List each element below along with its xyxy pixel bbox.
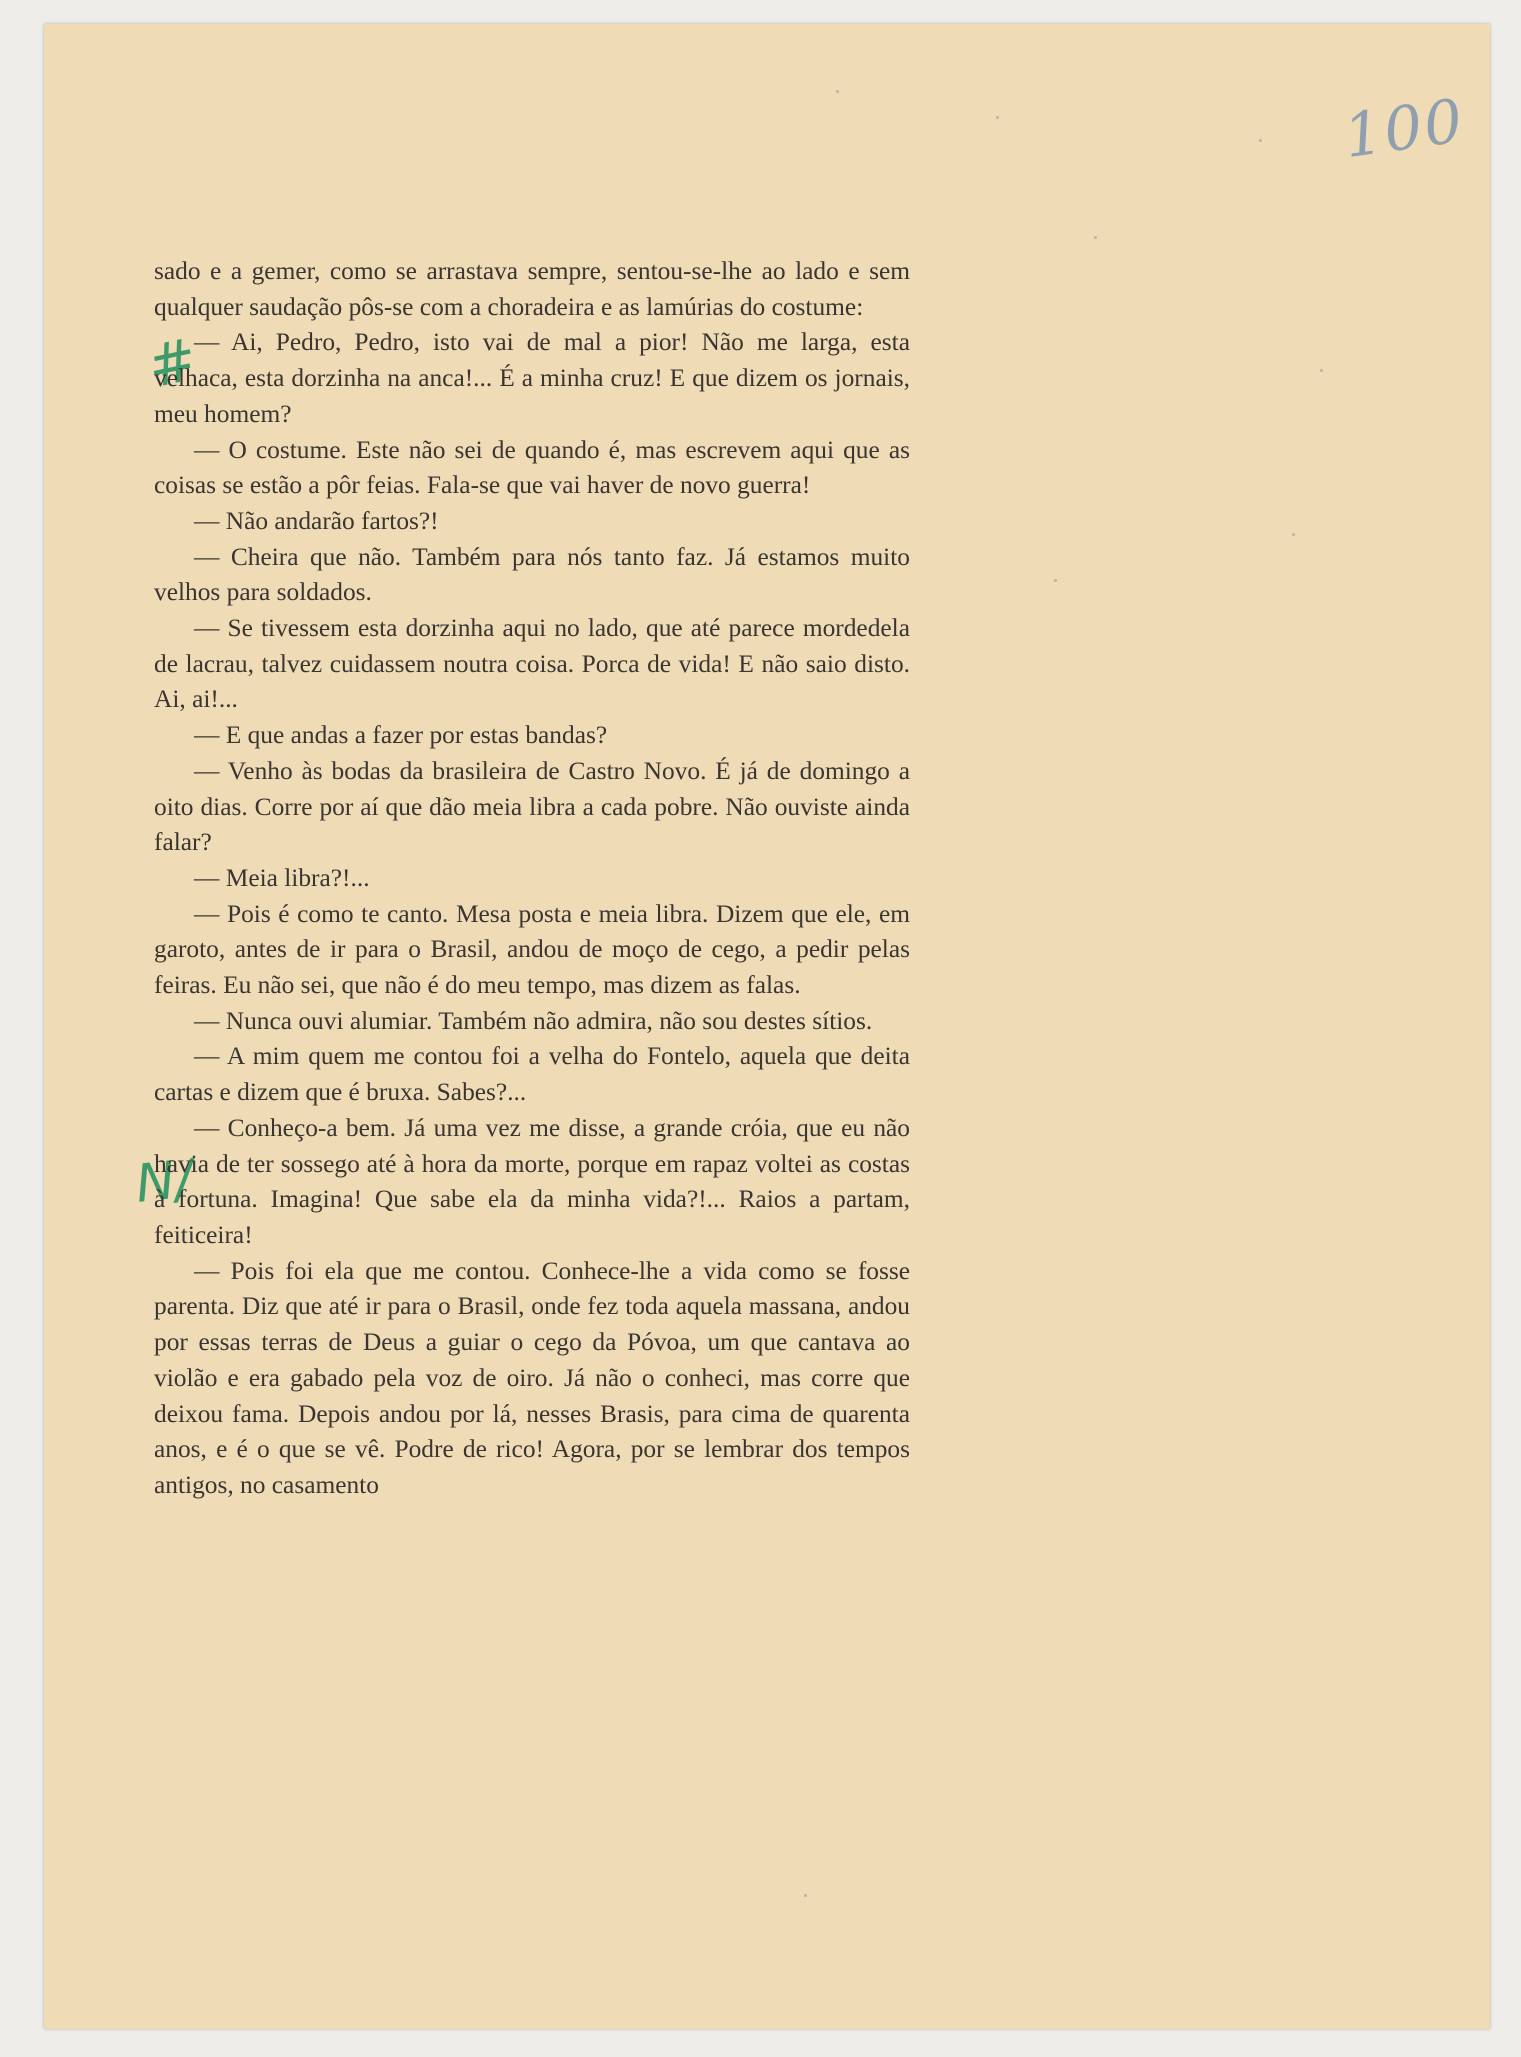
paper-speck bbox=[1292, 533, 1295, 536]
paper-speck bbox=[996, 116, 999, 119]
margin-nl-mark: N/ bbox=[133, 1149, 196, 1215]
text-paragraph: — Pois foi ela que me contou. Conhece-lhe a vida como se fosse parenta. Diz que até ir para o Brasil, onde fez toda aquela massana, andou por essas terras de Deus a guiar o cego da Póvoa, um que cantava ao violão e era gabado pela voz de oiro. Já não o conheci, mas corre que deixou fama. Depois andou por lá, nesses Brasis, para cima de quarenta anos, e é o que se vê. Podre de rico! Agora, por se lembrar dos tempos antigos, no casamento bbox=[154, 1256, 910, 1499]
text-paragraph: — Ai, Pedro, Pedro, isto vai de mal a pior! Não me larga, esta velhaca, esta dorzinha na anca!... É a minha cruz! E que dizem os jornais, meu homem? bbox=[154, 328, 910, 428]
text-paragraph: — Se tivessem esta dorzinha aqui no lado, que até parece mordedela de lacrau, talvez cuidassem noutra coisa. Porca de vida! E não saio disto. Ai, ai!... bbox=[154, 614, 910, 714]
paper-speck bbox=[1320, 369, 1323, 372]
paper-speck bbox=[836, 90, 839, 93]
paper-speck bbox=[1259, 139, 1262, 142]
text-paragraph: — Pois é como te canto. Mesa posta e meia libra. Dizem que ele, em garoto, antes de ir para o Brasil, andou de moço de cego, a pedir pelas feiras. Eu não sei, que não é do meu tempo, mas dizem as falas. bbox=[154, 899, 910, 1000]
paper-speck bbox=[1094, 236, 1097, 239]
text-paragraph: — A mim quem me contou foi a velha do Fontelo, aquela que deita cartas e dizem que é bruxa. Sabes?... bbox=[154, 1042, 910, 1107]
paper-speck bbox=[804, 1894, 807, 1897]
text-paragraph: — O costume. Este não sei de quando é, mas escrevem aqui que as coisas se estão a pôr feias. Fala-se que vai haver de novo guerra! bbox=[154, 435, 910, 500]
text-paragraph: — Não andarão fartos?! bbox=[194, 506, 439, 535]
margin-hash-mark: # bbox=[141, 324, 204, 402]
text-paragraph: — Venho às bodas da brasileira de Castro Novo. É já de domingo a oito dias. Corre por aí que dão meia libra a cada pobre. Não ouviste ainda falar? bbox=[154, 756, 910, 857]
text-paragraph: — Nunca ouvi alumiar. Também não admira, não sou destes sítios. bbox=[194, 1006, 873, 1035]
body-text bbox=[154, 254, 910, 1504]
page-number: 100 bbox=[1339, 85, 1469, 173]
text-paragraph: — Cheira que não. Também para nós tanto faz. Já estamos muito velhos para soldados. bbox=[154, 542, 910, 607]
paper-speck bbox=[1054, 579, 1057, 582]
text-paragraph: — Meia libra?!... bbox=[194, 863, 370, 892]
text-paragraph: sado e a gemer, como se arrastava sempre, sentou-se-lhe ao lado e sem qualquer saudação pôs-se com a choradeira e as lamúrias do costume: bbox=[154, 257, 910, 321]
text-paragraph: — E que andas a fazer por estas bandas? bbox=[194, 721, 608, 750]
text-paragraph: — Conheço-a bem. Já uma vez me disse, a grande cróia, que eu não havia de ter sossego até à hora da morte, porque em rapaz voltei as costas à fortuna. Imagina! Que sabe ela da minha vida?!... Raios a partam, feiticeira! bbox=[154, 1113, 910, 1249]
